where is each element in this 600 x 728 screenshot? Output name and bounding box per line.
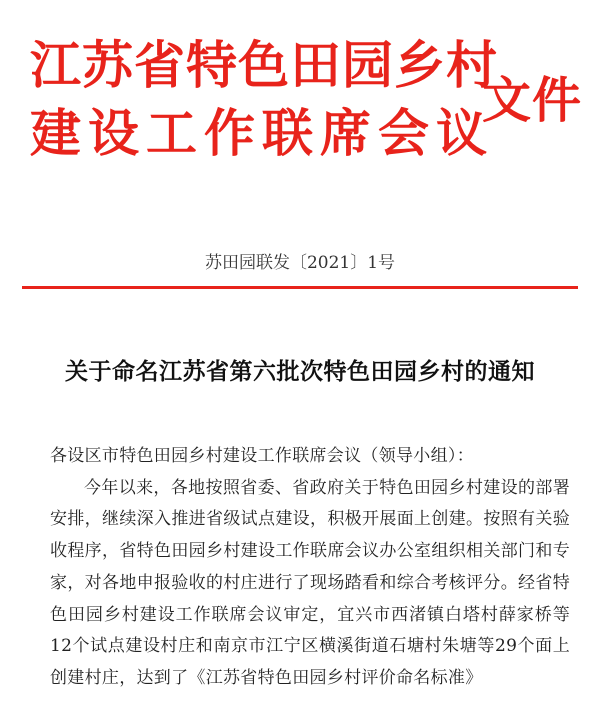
masthead-suffix: 文件 <box>482 73 583 128</box>
masthead <box>0 0 600 170</box>
masthead-line-2: 建设工作联席会议 <box>30 107 495 163</box>
body-paragraph: 今年以来，各地按照省委、省政府关于特色田园乡村建设的部署安排，继续深入推进省级试点建设，积极开展面上创建。按照有关验收程序，省特色田园乡村建设工作联席会议办公室组织相关部门和专家，对各地申报验收的村庄进行了现场踏看和综合考核评分。经省特色田园乡村建设工作联席会议审定，宜兴市西渚镇白塔村薛家桥等12个试点建设村庄和南京市江宁区横溪街道石塘村朱塘等29个面上创建村庄，达到了《江苏省特色田园乡村评价命名标准》 <box>50 477 570 688</box>
salutation: 各设区市特色田园乡村建设工作联席会议（领导小组）： <box>50 446 474 466</box>
document-body <box>50 441 570 695</box>
document-title: 关于命名江苏省第六批次特色田园乡村的通知 <box>65 358 535 385</box>
masthead-line-1: 江苏省特色田园乡村 <box>30 39 499 95</box>
red-divider-line <box>22 286 578 289</box>
document-number: 苏田园联发〔2021〕1号 <box>204 253 396 273</box>
